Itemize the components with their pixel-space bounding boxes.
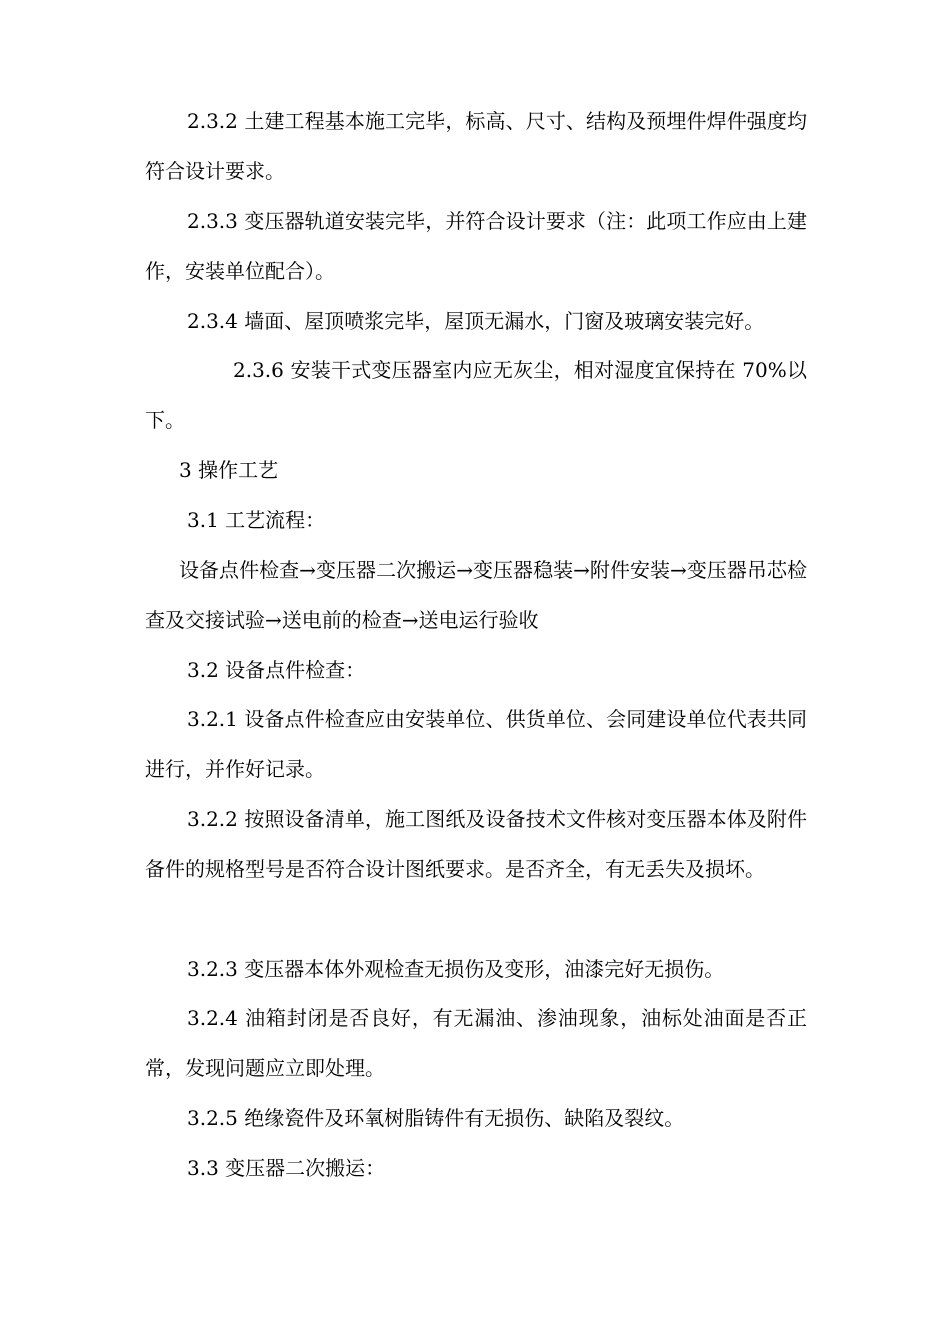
paragraph-3-2-3: 3.2.3 变压器本体外观检查无损伤及变形，油漆完好无损伤。 bbox=[187, 957, 725, 981]
paragraph-3-2-4: 3.2.4 油箱封闭是否良好，有无漏油、渗油现象，油标处油面是否正常，发现问题应立即处理。 bbox=[145, 1006, 807, 1080]
paragraph-2-3-2: 2.3.2 土建工程基本施工完毕，标高、尺寸、结构及预埋件焊件强度均符合设计要求。 bbox=[145, 109, 807, 183]
paragraph-2-3-6: 2.3.6 安装干式变压器室内应无灰尘，相对湿度宜保持在 70%以下。 bbox=[145, 358, 807, 432]
paragraph-3-2-2: 3.2.2 按照设备清单，施工图纸及设备技术文件核对变压器本体及附件备件的规格型号是否符合设计图纸要求。是否齐全，有无丢失及损坏。 bbox=[145, 807, 807, 881]
process-flow: 设备点件检查→变压器二次搬运→变压器稳装→附件安装→变压器吊芯检查及交接试验→送电前的检查→送电运行验收 bbox=[145, 558, 807, 632]
paragraph-3-2-5: 3.2.5 绝缘瓷件及环氧树脂铸件有无损伤、缺陷及裂纹。 bbox=[187, 1106, 685, 1130]
section-heading-3: 3 操作工艺 bbox=[179, 458, 279, 482]
paragraph-3-2-1: 3.2.1 设备点件检查应由安装单位、供货单位、会同建设单位代表共同进行，并作好记录。 bbox=[145, 707, 807, 781]
subheading-3-2: 3.2 设备点件检查： bbox=[187, 658, 366, 682]
paragraph-2-3-3: 2.3.3 变压器轨道安装完毕，并符合设计要求（注：此项工作应由上建作，安装单位配合）。 bbox=[145, 209, 807, 283]
paragraph-2-3-4: 2.3.4 墙面、屋顶喷浆完毕，屋顶无漏水，门窗及玻璃安装完好。 bbox=[187, 309, 765, 333]
subheading-3-1: 3.1 工艺流程： bbox=[187, 508, 326, 532]
subheading-3-3: 3.3 变压器二次搬运： bbox=[187, 1156, 386, 1180]
